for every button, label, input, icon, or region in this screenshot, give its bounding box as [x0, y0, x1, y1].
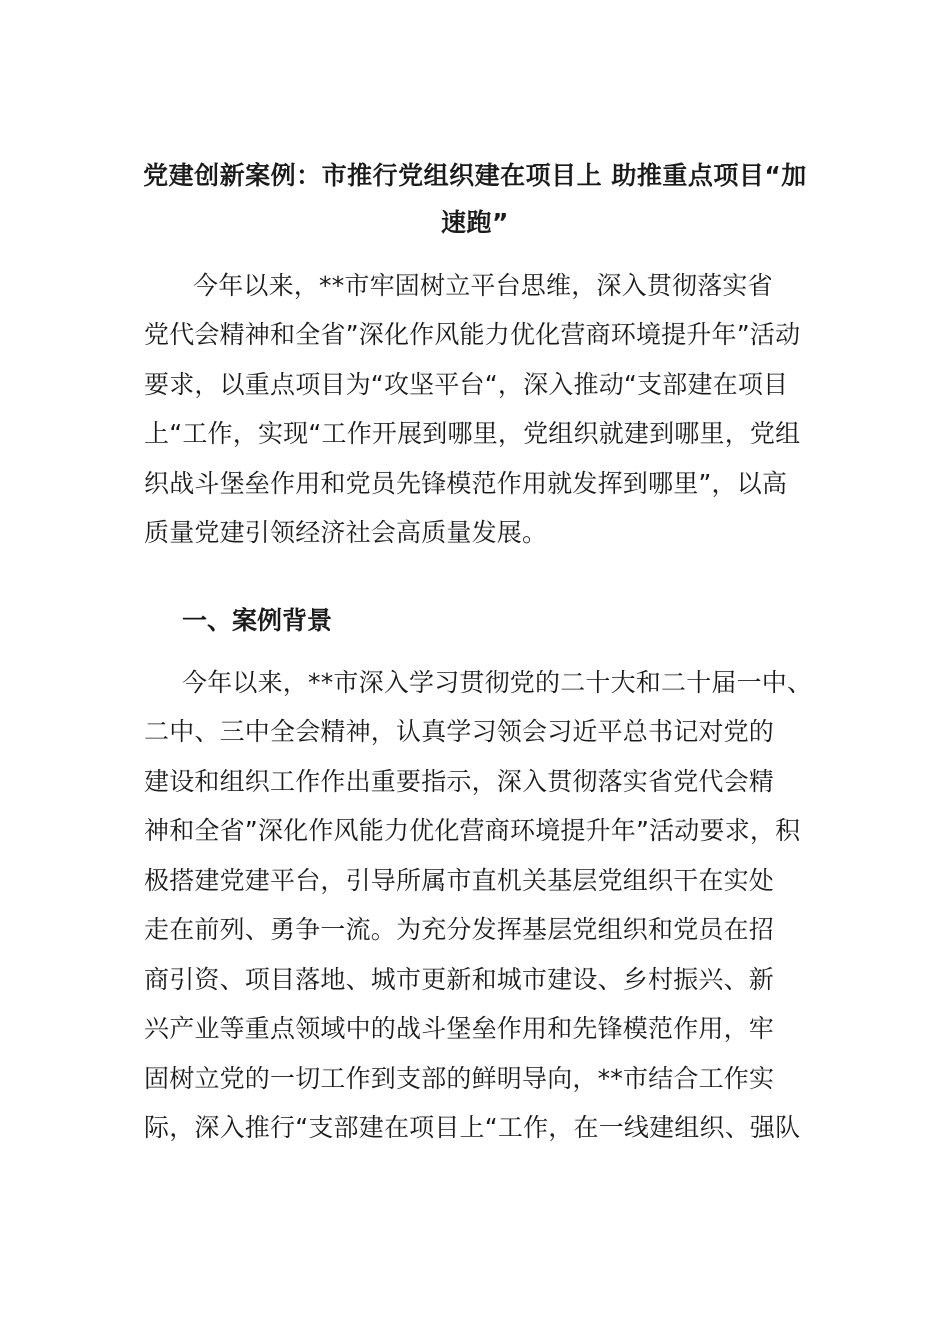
section-line-9: 固树立党的一切工作到支部的鲜明导向，**市结合工作实: [144, 1064, 775, 1093]
intro-line-4: 上“工作，实现“工作开展到哪里，党组织就建到哪里，党组: [144, 419, 801, 448]
section-line-10: 际，深入推行“支部建在项目上“工作，在一线建组织、强队: [144, 1113, 801, 1142]
intro-line-6: 质量党建引领经济社会高质量发展。: [144, 518, 548, 547]
intro-line-5: 织战斗堡垒作用和党员先锋模范作用就发挥到哪里”，以高: [144, 469, 788, 498]
section-line-7: 商引资、项目落地、城市更新和城市建设、乡村振兴、新: [144, 965, 775, 994]
section-line-1: 今年以来，**市深入学习贯彻党的二十大和二十届一中、: [182, 668, 813, 697]
section-heading-background: 一、案例背景: [182, 606, 333, 635]
intro-line-1: 今年以来，**市牢固树立平台思维，深入贯彻落实省: [193, 271, 773, 300]
section-line-2: 二中、三中全会精神，认真学习领会习近平总书记对党的: [144, 717, 775, 746]
intro-line-3: 要求，以重点项目为“攻坚平台“，深入推动“支部建在项目: [144, 370, 789, 399]
title-line-2: 速跑”: [441, 208, 509, 237]
section-line-3: 建设和组织工作作出重要指示，深入贯彻落实省党代会精: [144, 767, 775, 796]
section-line-5: 极搭建党建平台，引导所属市直机关基层党组织干在实处: [144, 866, 775, 895]
section-line-4: 神和全省”深化作风能力优化营商环境提升年”活动要求，积: [144, 816, 801, 845]
intro-line-2: 党代会精神和全省”深化作风能力优化营商环境提升年”活动: [144, 320, 801, 349]
title-line-1: 党建创新案例：市推行党组织建在项目上 助推重点项目“加: [143, 161, 807, 190]
section-line-6: 走在前列、勇争一流。为充分发挥基层党组织和党员在招: [144, 915, 775, 944]
section-line-8: 兴产业等重点领域中的战斗堡垒作用和先锋模范作用，牢: [144, 1014, 775, 1043]
